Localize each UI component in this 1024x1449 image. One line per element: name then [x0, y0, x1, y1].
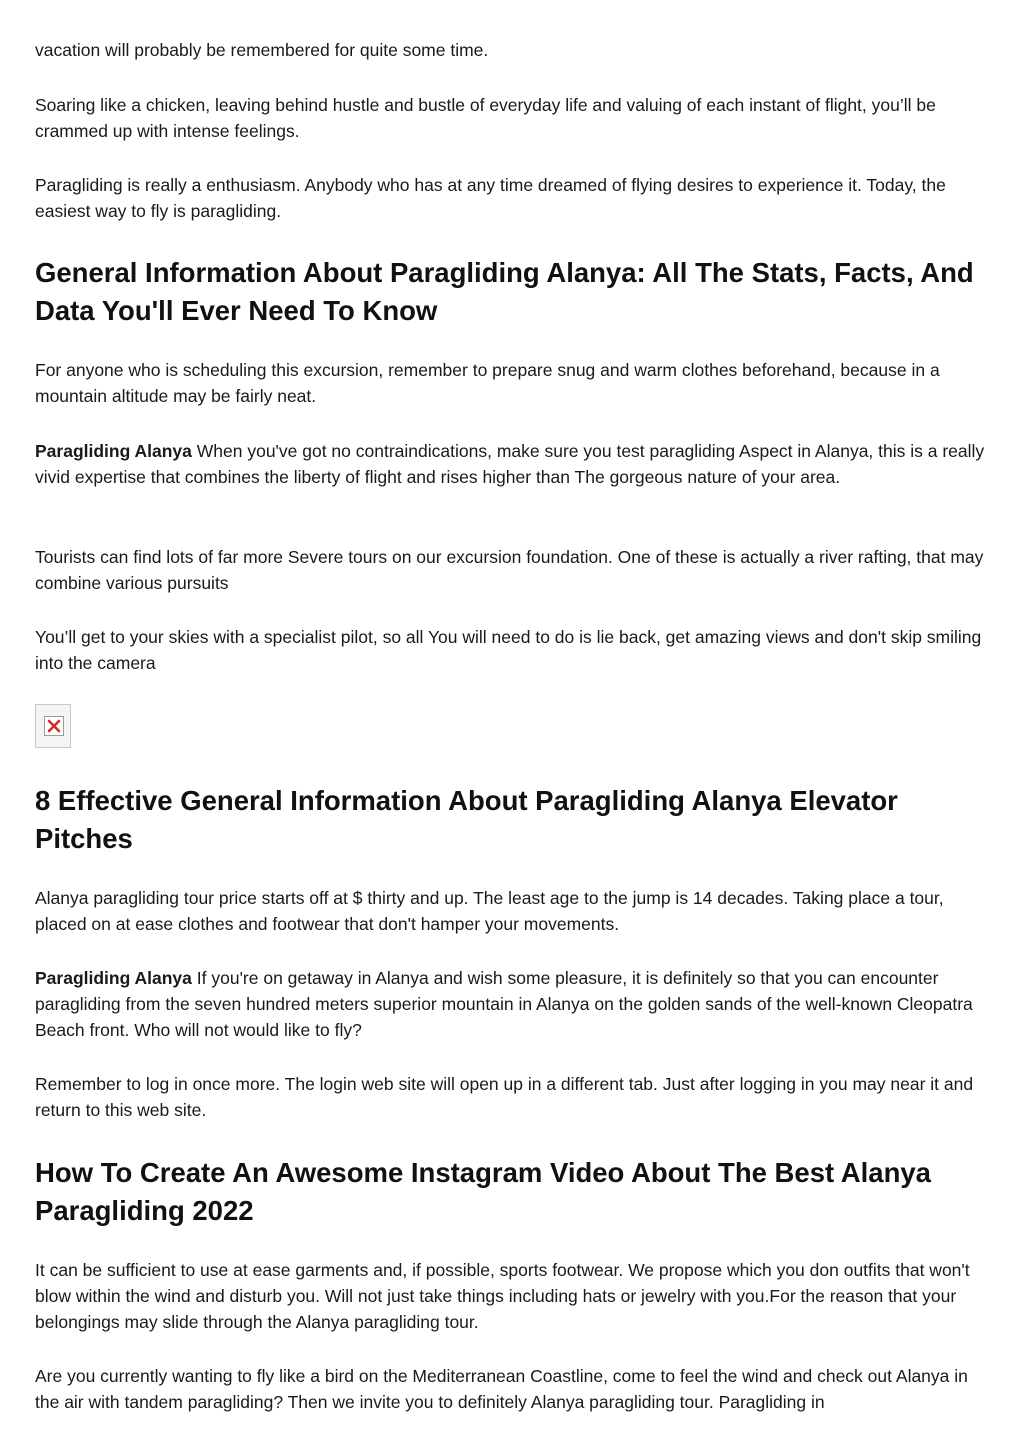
paragraph-garments: It can be sufficient to use at ease garments and, if possible, sports footwear. We propose which you don outfits that won't blow within the wind and disturb you. Will not just take things including hats or jewelry with you.For the reason that your belongings may slide through the Alanya paragliding tour. — [35, 1260, 970, 1332]
paragraph-tourists: Tourists can find lots of far more Severe tours on our excursion foundation. One of these is actually a river rafting, that may combine various pursuits — [35, 547, 984, 593]
paragraph-getaway — [35, 965, 990, 1043]
keyword-link: Paragliding Alanya — [35, 968, 192, 988]
paragraph-soaring: Soaring like a chicken, leaving behind hustle and bustle of everyday life and valuing of each instant of flight, you’ll be crammed up with intense feelings. — [35, 95, 936, 141]
paragraph-contraindications — [35, 438, 990, 490]
heading-instagram-video: How To Create An Awesome Instagram Video About The Best Alanya Paragliding 2022 — [35, 1157, 931, 1226]
paragraph-contraindications-text: When you've got no contraindications, make sure you test paragliding Aspect in Alanya, this is a really vivid expertise that combines the liberty of flight and rises higher than The gorgeous nature of your area. — [35, 441, 985, 487]
paragraph-login: Remember to log in once more. The login web site will open up in a different tab. Just after logging in you may near it and return to this web site. — [35, 1074, 974, 1120]
close-x-icon — [45, 717, 63, 735]
paragraph-scheduling: For anyone who is scheduling this excursion, remember to prepare snug and warm clothes beforehand, because in a mountain altitude may be fairly neat. — [35, 360, 940, 406]
broken-image-icon — [35, 704, 71, 748]
keyword-link: Paragliding Alanya — [35, 441, 192, 461]
paragraph-tour-price: Alanya paragliding tour price starts off at $ thirty and up. The least age to the jump is 14 decades. Taking place a tour, placed on at ease clothes and footwear that don't hamper your movements. — [35, 888, 944, 934]
heading-general-information: General Information About Paragliding Alanya: All The Stats, Facts, And Data You'll Ever Need To Know — [35, 257, 974, 326]
broken-image-frame — [44, 716, 64, 736]
paragraph-getaway-text: If you're on getaway in Alanya and wish some pleasure, it is definitely so that you can encounter paragliding from the seven hundred meters superior mountain in Alanya on the golden sands of the well-known Cleopatra Beach front. Who will not would like to fly? — [35, 968, 973, 1040]
paragraph-enthusiasm: Paragliding is really a enthusiasm. Anybody who has at any time dreamed of flying desires to experience it. Today, the easiest way to fly is paragliding. — [35, 175, 946, 221]
heading-elevator-pitches: 8 Effective General Information About Paragliding Alanya Elevator Pitches — [35, 785, 898, 854]
paragraph-vacation: vacation will probably be remembered for quite some time. — [35, 40, 489, 60]
paragraph-mediterranean: Are you currently wanting to fly like a bird on the Mediterranean Coastline, come to feel the wind and check out Alanya in the air with tandem paragliding? Then we invite you to definitely Alanya paragliding tour. Paragliding in — [35, 1366, 968, 1412]
paragraph-specialist-pilot: You’ll get to your skies with a specialist pilot, so all You will need to do is lie back, get amazing views and don't skip smiling into the camera — [35, 627, 982, 673]
